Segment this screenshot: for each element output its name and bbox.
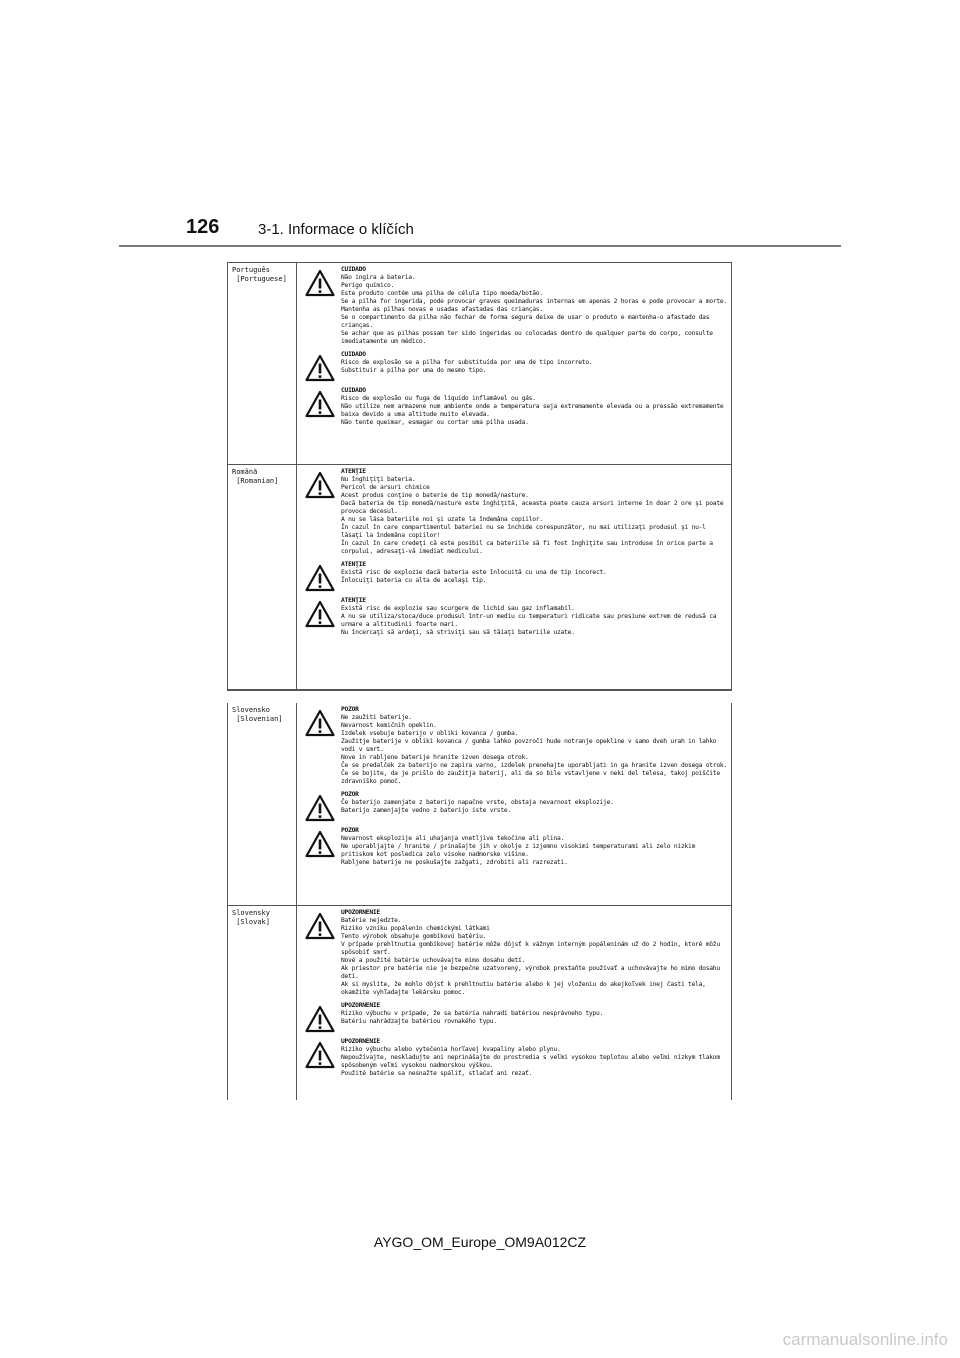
warning-line: Nu înghiţiţi bateria. [341, 476, 416, 483]
warning-line: Risco de explosão se a pilha for substituída por uma de tipo incorreto. [341, 359, 593, 366]
warning-triangle-icon [298, 909, 341, 940]
warning-line: Mantenha as pilhas novas e usadas afastadas das crianças. [341, 306, 543, 313]
warning-line: Tento výrobok obsahuje gombíkovú batériu. [341, 933, 487, 940]
warning-triangle-icon [298, 351, 341, 382]
warning-item [298, 706, 727, 786]
warning-item [298, 597, 727, 637]
warning-line: Não utilize nem armazene num ambiente onde a temperatura seja extremamente elevada ou a pressão extremamente baixa devido a uma altitude muito elevada. [341, 403, 724, 418]
warning-text [341, 909, 727, 997]
warning-item [298, 1002, 727, 1033]
warning-line: În cazul în care credeţi că este posibil ca bateriile să fi fost înghiţite sau introduse în orice parte a corpului, adresaţi-vă imediat medicului. [341, 540, 713, 555]
warning-title: UPOZORNENIE [341, 1038, 380, 1045]
warning-line: Riziko výbuchu alebo vytečenia horľavej kvapaliny alebo plynu. [341, 1046, 561, 1053]
section-title: 3-1. Informace o klíčích [258, 221, 414, 238]
warning-line: Baterijo zamenjajte vedno z baterijo iste vrste. [341, 807, 511, 814]
warning-title: ATENŢIE [341, 561, 366, 568]
warning-line: Če se bojite, da je prišlo do zaužitja baterij, ali da so bile vstavljene v neki del telesa, takoj poiščite zdravniško pomoč. [341, 770, 720, 785]
warning-item [298, 791, 727, 822]
header-rule [119, 245, 841, 247]
warning-triangle-icon [298, 1002, 341, 1033]
language-row [228, 465, 731, 690]
warning-line: Zaužitje baterije v obliki kovanca / gumba lahko povzroči hude notranje opekline v samo dveh urah in lahko vodi v smrt. [341, 738, 717, 753]
warning-line: Če se predalček za baterijo ne zapira varno, izdelek prenehajte uporabljati in ga hranite izven dosega otrok. [341, 762, 727, 769]
warning-line: Perigo químico. [341, 282, 395, 289]
warnings-column [298, 703, 731, 875]
warning-text [341, 387, 727, 427]
warning-line: Nove in rabljene baterije hranite izven dosega otrok. [341, 754, 529, 761]
watermark: carmanualsonline.info [782, 1330, 948, 1349]
warning-text [341, 561, 727, 585]
warning-title: ATENŢIE [341, 597, 366, 604]
warning-title: ATENŢIE [341, 468, 366, 475]
warning-table-2 [227, 703, 732, 1100]
warning-triangle-icon [298, 561, 341, 592]
warning-triangle-icon [298, 597, 341, 628]
warning-line: Ak si myslíte, že mohlo dôjsť k prehltnutiu batérie alebo k jej vloženiu do akejkoľvek inej časti tela, okamžite vyhľadajte lekársku pomoc. [341, 981, 706, 996]
warning-title: CUIDADO [341, 351, 366, 358]
warning-title: UPOZORNENIE [341, 909, 380, 916]
warning-triangle-icon [298, 827, 341, 858]
warning-line: Riziko vzniku popálenín chemickými látkami [341, 925, 490, 932]
language-row [228, 263, 731, 465]
warning-line: Substituir a pilha por uma do mesmo tipo. [341, 367, 487, 374]
warning-text [341, 266, 727, 346]
warning-line: Nu încercaţi să ardeţi, să striviţi sau să tăiaţi bateriile uzate. [341, 629, 575, 636]
warning-item [298, 1038, 727, 1078]
page-number: 126 [186, 216, 220, 238]
warning-line: Če baterijo zamenjate z baterijo napačne vrste, obstaja nevarnost eksplozije. [341, 799, 614, 806]
warning-line: Nevarnost kemičnih opeklin. [341, 722, 437, 729]
warning-line: Pericol de arsuri chimice [341, 484, 430, 491]
warning-item [298, 266, 727, 346]
warning-line: Risco de explosão ou fuga de líquido inflamável ou gás. [341, 395, 536, 402]
warning-line: Nové a použité batérie uchovávajte mimo dosahu detí. [341, 957, 526, 964]
language-row [228, 703, 731, 906]
warning-line: Não ingira a bateria. [341, 274, 416, 281]
warning-line: Izdelek vsebuje baterijo v obliki kovanca / gumba. [341, 730, 519, 737]
warning-line: Există risc de explozie sau scurgere de lichid sau gaz inflamabil. [341, 605, 575, 612]
warning-line: V prípade prehltnutia gombíkovej batérie môže dôjsť k vážnym interným popáleninám už do 2 hodín, ktoré môžu spôsobiť smrť. [341, 941, 720, 956]
warning-line: Ak priestor pre batérie nie je bezpečne uzatvorený, výrobok prestaňte používať a uchovávajte ho mimo dosahu detí. [341, 965, 720, 980]
warning-text [341, 1038, 727, 1078]
warning-line: Não tente queimar, esmagar ou cortar uma pilha usada. [341, 419, 529, 426]
warning-title: CUIDADO [341, 266, 366, 273]
warning-text [341, 706, 727, 786]
warning-text [341, 827, 727, 867]
warning-triangle-icon [298, 1038, 341, 1069]
warning-line: Použité batérie sa nesnažte spáliť, stlačať ani rezať. [341, 1070, 533, 1077]
language-label: Română [Romanian] [228, 465, 297, 689]
language-label: Slovensky [Slovak] [228, 906, 297, 1100]
document-id: AYGO_OM_Europe_OM9A012CZ [373, 1234, 587, 1250]
warning-line: A nu se lăsa bateriile noi şi uzate la îndemâna copiilor. [341, 516, 543, 523]
warning-text [341, 597, 727, 637]
warning-item [298, 827, 727, 867]
warning-line: Se a pilha for ingerida, pode provocar graves queimaduras internas em apenas 2 horas e pode provocar a morte. [341, 298, 727, 305]
warning-line: Ne zaužiti baterije. [341, 714, 412, 721]
warning-line: Batériu nahrádzajte batériou rovnakého typu. [341, 1018, 497, 1025]
warning-triangle-icon [298, 468, 341, 499]
warning-item [298, 561, 727, 592]
warning-item [298, 909, 727, 997]
warning-line: A nu se utiliza/stoca/duce produsul într-un mediu cu temperaturi ridicate sau presiune extrem de redusă ca urmare a altitudinii foarte mari. [341, 613, 717, 628]
warning-line: În cazul în care compartimentul bateriei nu se închide corespunzător, nu mai utilizaţi produsul şi nu-l lăsaţi la îndemâna copiilor! [341, 524, 706, 539]
warning-title: POZOR [341, 827, 359, 834]
warning-title: UPOZORNENIE [341, 1002, 380, 1009]
warning-triangle-icon [298, 387, 341, 418]
warning-title: POZOR [341, 706, 359, 713]
warning-line: Nevarnost eksplozije ali uhajanja vnetljive tekočine ali plina. [341, 835, 565, 842]
warning-item [298, 351, 727, 382]
warnings-column [298, 263, 731, 435]
warning-line: Ne uporabljajte / hranite / prinašajte jih v okolje z izjemno visokimi temperaturami ali zelo nizkim pritiskom kot posledica zelo visoke nadmorske višine. [341, 843, 696, 858]
warning-line: Nepoužívajte, neskladujte ani neprinášajte do prostredia s veľmi vysokou teplotou alebo veľmi nízkym tlakom spôsobeným veľmi vysokou nadmorskou výškou. [341, 1054, 720, 1069]
language-row [228, 906, 731, 1100]
warning-triangle-icon [298, 706, 341, 737]
warning-text [341, 351, 727, 375]
warning-line: Rabljene baterije ne poskušajte zažgati, zdrobiti ali razrezati. [341, 859, 568, 866]
warning-line: Există risc de explozie dacă bateria este înlocuită cu una de tip incorect. [341, 569, 607, 576]
warning-text [341, 1002, 727, 1026]
language-label: Slovensko [Slovenian] [228, 703, 297, 905]
warning-line: Înlocuiţi bateria cu alta de acelaşi tip. [341, 577, 487, 584]
warnings-column [298, 906, 731, 1086]
warning-item [298, 468, 727, 556]
warning-line: Se achar que as pilhas possam ter sido ingeridas ou colocadas dentro de qualquer parte do corpo, consulte imediatamente um médico. [341, 330, 713, 345]
warning-line: Este produto contém uma pilha de célula tipo moeda/botão. [341, 290, 543, 297]
warning-text [341, 468, 727, 556]
warning-table-1 [227, 262, 732, 691]
warning-triangle-icon [298, 266, 341, 297]
warning-item [298, 387, 727, 427]
warning-text [341, 791, 727, 815]
warning-triangle-icon [298, 791, 341, 822]
warning-line: Dacă bateria de tip monedă/nasture este înghiţită, aceasta poate cauza arsuri interne în doar 2 ore şi poate provoca decesul. [341, 500, 724, 515]
warnings-column [298, 465, 731, 645]
warning-line: Riziko výbuchu v prípade, že sa batéria nahradí batériou nesprávneho typu. [341, 1010, 604, 1017]
warning-title: CUIDADO [341, 387, 366, 394]
warning-line: Se o compartimento da pilha não fechar de forma segura deixe de usar o produto e mantenha-o afastado das crianças. [341, 314, 710, 329]
language-label: Português [Portuguese] [228, 263, 297, 464]
warning-title: POZOR [341, 791, 359, 798]
warning-line: Acest produs conţine o baterie de tip monedă/nasture. [341, 492, 529, 499]
warning-line: Batérie nejedzte. [341, 917, 402, 924]
